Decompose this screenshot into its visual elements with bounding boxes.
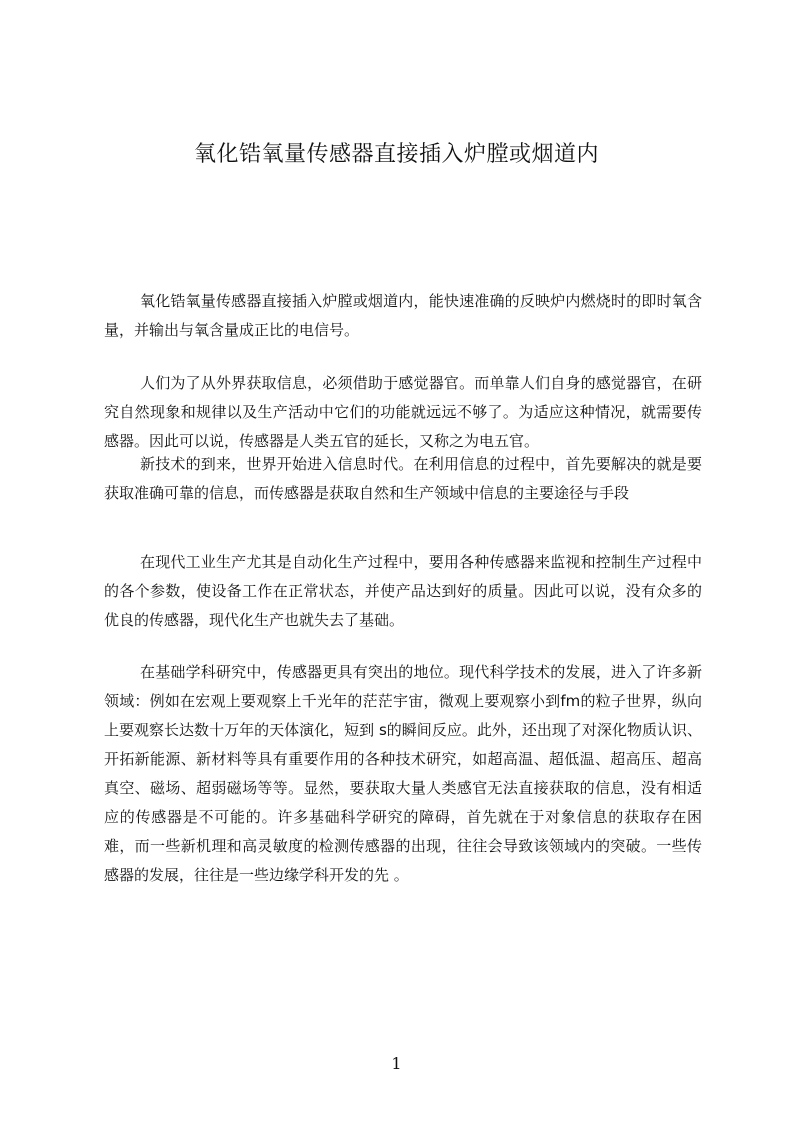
paragraph-oxygen-sensor: 氧化锆氧量传感器直接插入炉膛或烟道内，能快速准确的反映炉内燃烧时的即时氧含量，并输出与氧含量成正比的电信号。: [104, 292, 702, 339]
document-title: 氧化锆氧量传感器直接插入炉膛或烟道内: [193, 142, 599, 167]
paragraph-information-age: 新技术的到来，世界开始进入信息时代。在利用信息的过程中，首先要解决的就是要获取准确可靠的信息，而传感器是获取自然和生产领域中信息的主要途径与手段: [104, 455, 702, 502]
paragraph-sense-organs: 人们为了从外界获取信息，必须借助于感觉器官。而单靠人们自身的感觉器官，在研究自然现象和规律以及生产活动中它们的功能就远远不够了。为适应这种情况，就需要传感器。因此可以说，传感器是人类五官的延长，又称之为电五官。: [104, 374, 702, 450]
paragraph-industrial-production: 在现代工业生产尤其是自动化生产过程中，要用各种传感器来监视和控制生产过程中的各个参数，使设备工作在正常状态，并使产品达到好的质量。因此可以说，没有众多的优良的传感器，现代化生产也就失去了基础。: [104, 553, 702, 629]
page-number: 1: [391, 1054, 402, 1073]
paragraph-basic-research: 在基础学科研究中，传感器更具有突出的地位。现代科学技术的发展，进入了许多新领域：例如在宏观上要观察上千光年的茫茫宇宙，微观上要观察小到fm的粒子世界，纵向上要观察长达数十万年的天体演化，短到 s的瞬间反应。此外，还出现了对深化物质认识、开拓新能源、新材料等具有重要作用的各种技术研究，如超高温、超低温、超高压、超高真空、磁场、超弱磁场等等。显然，要获取大量人类感官无法直接获取的信息，没有相适应的传感器是不可能的。许多基础科学研究的障碍，首先就在于对象信息的获取存在困难，而一些新机理和高灵敏度的检测传感器的出现，往往会导致该领域内的突破。一些传感器的发展，往往是一些边缘学科开发的先 。: [104, 663, 702, 884]
